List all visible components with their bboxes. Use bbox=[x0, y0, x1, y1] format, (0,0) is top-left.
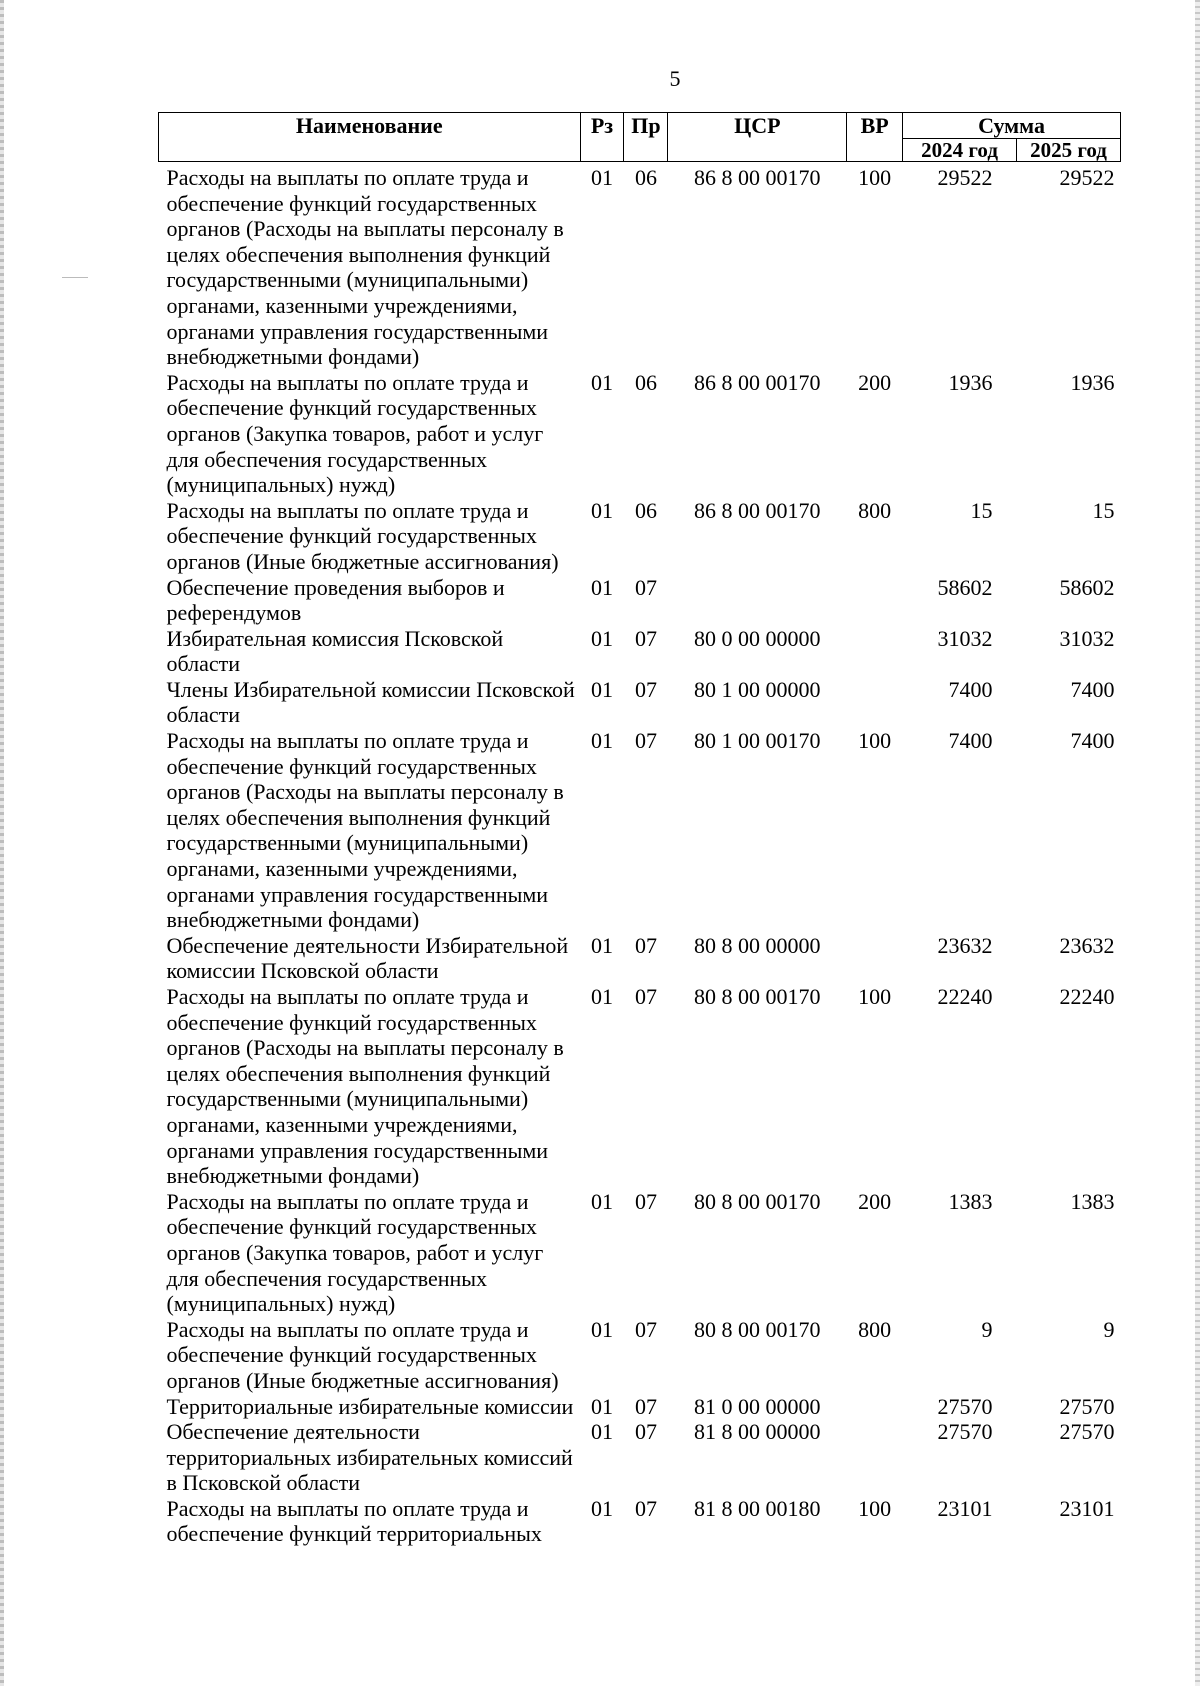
cell-vr: 800 bbox=[858, 497, 892, 523]
cell-sum-2024: 7400 bbox=[948, 676, 993, 702]
cell-vr: 100 bbox=[858, 1495, 892, 1521]
cell-csr: 80 1 00 00000 bbox=[694, 676, 821, 702]
cell-csr: 80 1 00 00170 bbox=[694, 728, 821, 754]
table-body bbox=[159, 162, 1121, 1548]
table-row bbox=[159, 162, 1121, 370]
table-row bbox=[159, 1317, 1121, 1394]
cell-name: Расходы на выплаты по оплате труда и обеспечение функций государственных органов (Иные бюджетные ассигнования) bbox=[166, 497, 559, 574]
cell-rz: 01 bbox=[590, 625, 613, 651]
cell-rz: 01 bbox=[590, 676, 613, 702]
cell-sum-2024: 58602 bbox=[937, 574, 993, 600]
table-row bbox=[159, 677, 1121, 728]
cell-pr: 07 bbox=[634, 625, 657, 651]
page-number: 5 bbox=[669, 66, 681, 91]
cell-pr: 06 bbox=[634, 165, 657, 190]
header-year-2025: 2025 год bbox=[1017, 139, 1121, 162]
cell-vr: 200 bbox=[858, 1188, 892, 1214]
cell-name: Расходы на выплаты по оплате труда и обеспечение функций государственных органов (Расходы на выплаты персоналу в целях обеспечения выполнения функций государственными (муниципальными) органами, казенными учреждениями, органами управления государственными внебюджетными фондами) bbox=[166, 728, 564, 933]
table-row bbox=[159, 1394, 1121, 1420]
cell-rz: 01 bbox=[590, 1419, 613, 1445]
cell-pr: 07 bbox=[634, 1419, 657, 1445]
cell-rz: 01 bbox=[590, 728, 613, 754]
cell-pr: 07 bbox=[634, 1188, 657, 1214]
header-pr: Пр bbox=[624, 113, 668, 162]
cell-rz: 01 bbox=[590, 1495, 613, 1521]
cell-csr: 81 8 00 00000 bbox=[694, 1419, 821, 1445]
cell-csr: 86 8 00 00170 bbox=[694, 369, 821, 395]
cell-csr: 80 8 00 00000 bbox=[694, 932, 821, 958]
table-row bbox=[159, 498, 1121, 575]
header-name: Наименование bbox=[159, 113, 581, 162]
header-year-2024: 2024 год bbox=[903, 139, 1017, 162]
cell-csr: 80 0 00 00000 bbox=[694, 625, 821, 651]
cell-sum-2025: 15 bbox=[1092, 497, 1115, 523]
table-row bbox=[159, 728, 1121, 933]
cell-sum-2025: 23632 bbox=[1059, 932, 1115, 958]
cell-csr: 86 8 00 00170 bbox=[694, 497, 821, 523]
cell-pr: 07 bbox=[634, 932, 657, 958]
cell-sum-2024: 22240 bbox=[937, 984, 993, 1009]
scan-artifact bbox=[62, 277, 88, 278]
cell-rz: 01 bbox=[590, 497, 613, 523]
cell-sum-2024: 27570 bbox=[937, 1393, 993, 1419]
cell-sum-2025: 27570 bbox=[1059, 1393, 1115, 1419]
cell-vr: 100 bbox=[858, 984, 892, 1009]
scan-edge-right bbox=[1195, 0, 1200, 1686]
cell-name: Расходы на выплаты по оплате труда и обеспечение функций государственных органов (Закупка товаров, работ и услуг для обеспечения государственных (муниципальных) нужд) bbox=[166, 1188, 544, 1317]
cell-vr bbox=[847, 677, 903, 728]
cell-sum-2025: 1383 bbox=[1070, 1188, 1115, 1214]
cell-sum-2024: 1383 bbox=[948, 1188, 993, 1214]
header-rz: Рз bbox=[580, 113, 624, 162]
cell-name: Обеспечение деятельности Избирательной комиссии Псковской области bbox=[166, 932, 569, 984]
table-row bbox=[159, 1419, 1121, 1496]
cell-pr: 07 bbox=[634, 676, 657, 702]
cell-name: Расходы на выплаты по оплате труда и обеспечение функций государственных органов (Расходы на выплаты персоналу в целях обеспечения выполнения функций государственными (муниципальными) органами, казенными учреждениями, органами управления государственными внебюджетными фондами) bbox=[166, 165, 564, 370]
cell-vr: 200 bbox=[858, 369, 892, 395]
cell-sum-2025: 58602 bbox=[1059, 574, 1115, 600]
table-row bbox=[159, 984, 1121, 1189]
cell-pr: 07 bbox=[634, 1393, 657, 1419]
cell-csr: 81 8 00 00180 bbox=[694, 1495, 821, 1521]
cell-sum-2025: 1936 bbox=[1070, 369, 1115, 395]
cell-sum-2025: 7400 bbox=[1070, 676, 1115, 702]
cell-name: Расходы на выплаты по оплате труда и обеспечение функций государственных органов (Закупка товаров, работ и услуг для обеспечения государственных (муниципальных) нужд) bbox=[166, 369, 544, 498]
cell-pr: 06 bbox=[634, 497, 657, 523]
cell-sum-2024: 27570 bbox=[937, 1419, 993, 1445]
cell-rz: 01 bbox=[590, 369, 613, 395]
scan-edge-left bbox=[0, 0, 4, 1686]
table-row bbox=[159, 933, 1121, 984]
header-vr: ВР bbox=[847, 113, 903, 162]
cell-sum-2025: 23101 bbox=[1059, 1495, 1115, 1521]
cell-sum-2025: 31032 bbox=[1059, 625, 1115, 651]
cell-csr: 86 8 00 00170 bbox=[694, 165, 821, 190]
cell-pr: 07 bbox=[634, 1316, 657, 1342]
cell-vr bbox=[847, 1394, 903, 1420]
cell-sum-2025: 29522 bbox=[1059, 165, 1115, 190]
budget-table bbox=[158, 112, 1121, 1547]
cell-csr: 80 8 00 00170 bbox=[694, 1188, 821, 1214]
cell-vr: 800 bbox=[858, 1316, 892, 1342]
cell-sum-2025: 9 bbox=[1103, 1316, 1115, 1342]
cell-csr bbox=[668, 575, 847, 626]
cell-vr bbox=[847, 575, 903, 626]
cell-csr: 80 8 00 00170 bbox=[694, 1316, 821, 1342]
cell-vr bbox=[847, 1419, 903, 1496]
cell-sum-2025: 7400 bbox=[1070, 728, 1115, 754]
cell-sum-2024: 15 bbox=[970, 497, 993, 523]
cell-rz: 01 bbox=[590, 984, 613, 1009]
table-header bbox=[159, 113, 1121, 162]
table-row bbox=[159, 626, 1121, 677]
cell-sum-2024: 29522 bbox=[937, 165, 993, 190]
cell-name: Обеспечение деятельности территориальных избирательных комиссий в Псковской области bbox=[166, 1419, 573, 1496]
cell-name: Члены Избирательной комиссии Псковской области bbox=[166, 676, 575, 728]
table-row bbox=[159, 575, 1121, 626]
cell-csr: 81 0 00 00000 bbox=[694, 1393, 821, 1419]
cell-rz: 01 bbox=[590, 1188, 613, 1214]
cell-name: Территориальные избирательные комиссии bbox=[166, 1393, 574, 1419]
cell-csr: 80 8 00 00170 bbox=[694, 984, 821, 1009]
table-row bbox=[159, 1496, 1121, 1547]
cell-rz: 01 bbox=[590, 165, 613, 190]
cell-name: Избирательная комиссия Псковской области bbox=[166, 625, 504, 677]
cell-sum-2024: 1936 bbox=[948, 369, 993, 395]
cell-rz: 01 bbox=[590, 1393, 613, 1419]
cell-vr: 100 bbox=[858, 165, 892, 190]
cell-sum-2025: 22240 bbox=[1059, 984, 1115, 1009]
cell-name: Расходы на выплаты по оплате труда и обеспечение функций территориальных bbox=[166, 1495, 542, 1547]
cell-vr bbox=[847, 626, 903, 677]
cell-name: Обеспечение проведения выборов и референдумов bbox=[166, 574, 505, 626]
cell-sum-2025: 27570 bbox=[1059, 1419, 1115, 1445]
cell-pr: 07 bbox=[634, 1495, 657, 1521]
table-row bbox=[159, 1189, 1121, 1317]
header-sum: Сумма bbox=[903, 113, 1121, 139]
cell-rz: 01 bbox=[590, 574, 613, 600]
cell-rz: 01 bbox=[590, 932, 613, 958]
cell-rz: 01 bbox=[590, 1316, 613, 1342]
cell-pr: 07 bbox=[634, 574, 657, 600]
cell-pr: 06 bbox=[634, 369, 657, 395]
cell-sum-2024: 9 bbox=[981, 1316, 993, 1342]
cell-pr: 07 bbox=[634, 728, 657, 754]
table-row bbox=[159, 370, 1121, 498]
cell-sum-2024: 23101 bbox=[937, 1495, 993, 1521]
header-csr: ЦСР bbox=[668, 113, 847, 162]
cell-name: Расходы на выплаты по оплате труда и обеспечение функций государственных органов (Иные бюджетные ассигнования) bbox=[166, 1316, 559, 1393]
cell-pr: 07 bbox=[634, 984, 657, 1009]
cell-vr: 100 bbox=[858, 728, 892, 754]
cell-sum-2024: 7400 bbox=[948, 728, 993, 754]
cell-sum-2024: 31032 bbox=[937, 625, 993, 651]
cell-vr bbox=[847, 933, 903, 984]
cell-name: Расходы на выплаты по оплате труда и обеспечение функций государственных органов (Расходы на выплаты персоналу в целях обеспечения выполнения функций государственными (муниципальными) органами, казенными учреждениями, органами управления государственными внебюджетными фондами) bbox=[166, 984, 564, 1189]
cell-sum-2024: 23632 bbox=[937, 932, 993, 958]
